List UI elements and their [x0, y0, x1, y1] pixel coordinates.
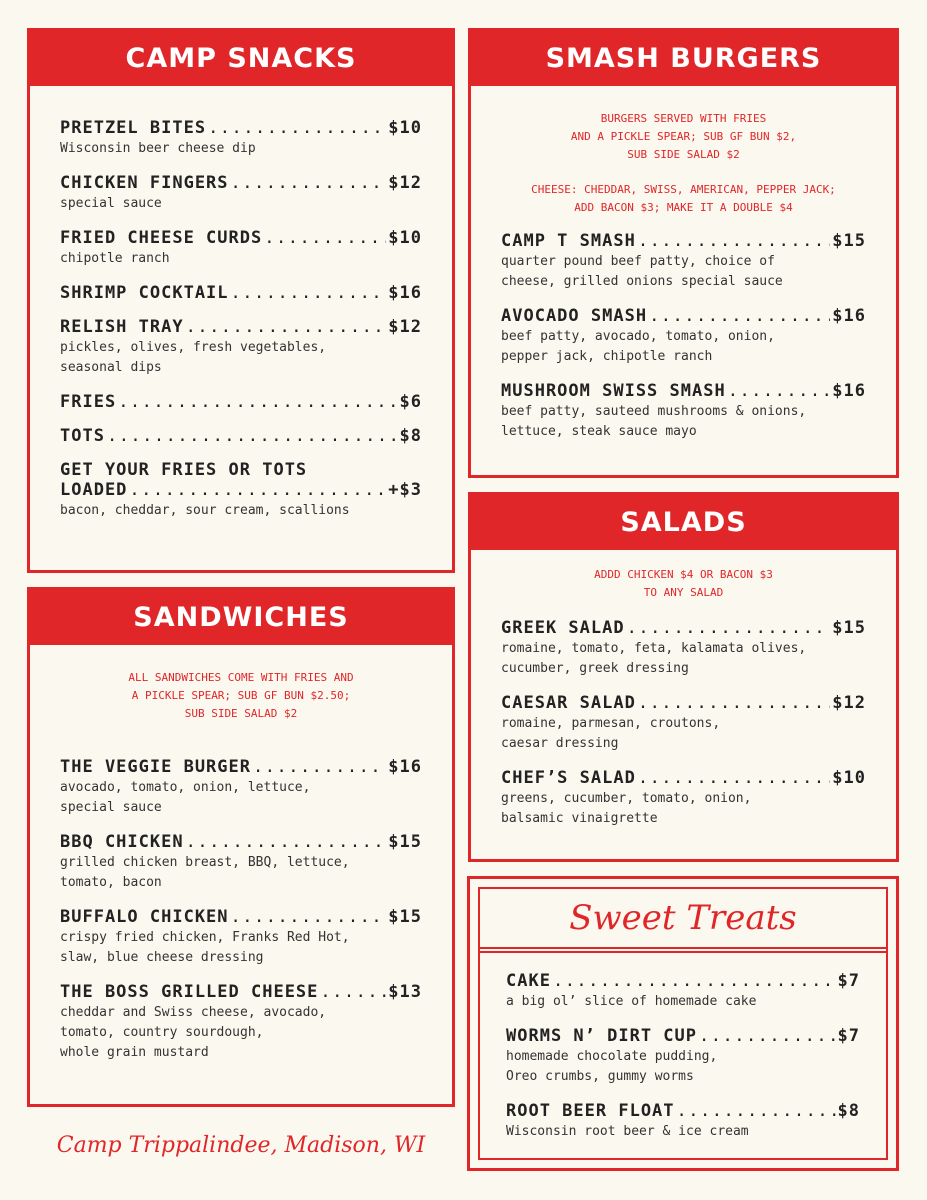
- item-name: CAMP T SMASH: [501, 231, 636, 251]
- menu-item-veggie-burger: [60, 757, 422, 818]
- item-desc: Wisconsin root beer & ice cream: [506, 1124, 749, 1139]
- item-desc: grilled chicken breast, BBQ, lettuce, tomato, bacon: [60, 855, 350, 890]
- item-price: $13: [388, 982, 422, 1002]
- sandwiches-panel: [27, 587, 455, 1107]
- item-desc: special sauce: [60, 196, 162, 211]
- menu-item-mushroom-swiss-smash: [501, 381, 866, 442]
- item-price: $15: [832, 618, 866, 638]
- menu-item-shrimp-cocktail: [60, 283, 422, 303]
- item-price: $8: [837, 1101, 860, 1121]
- menu-item-buffalo-chicken: [60, 907, 422, 968]
- item-name: CAKE: [506, 971, 551, 991]
- sweet-treats-panel: [467, 876, 899, 1171]
- item-name-line2: LOADED: [60, 480, 128, 500]
- sweet-treats-title: Sweet Treats: [569, 898, 797, 938]
- item-price: $16: [832, 381, 866, 401]
- camp-snacks-title: CAMP SNACKS: [125, 43, 357, 74]
- smash-burgers-list: [471, 86, 896, 442]
- item-name: THE BOSS GRILLED CHEESE: [60, 982, 319, 1002]
- item-name-line1: GET YOUR FRIES OR TOTS: [60, 460, 308, 480]
- item-name: TOTS: [60, 426, 105, 446]
- item-price: +$3: [388, 480, 422, 500]
- item-name: PRETZEL BITES: [60, 118, 207, 138]
- menu-item-pretzel-bites: [60, 118, 422, 159]
- menu-item-cake: [506, 971, 860, 1012]
- item-desc: Wisconsin beer cheese dip: [60, 141, 256, 156]
- item-price: $8: [399, 426, 422, 446]
- item-price: $12: [832, 693, 866, 713]
- item-name: ROOT BEER FLOAT: [506, 1101, 675, 1121]
- salads-panel: [468, 492, 899, 862]
- menu-item-fried-cheese-curds: [60, 228, 422, 269]
- camp-snacks-list: [30, 86, 452, 521]
- item-desc: beef patty, avocado, tomato, onion, pepper jack, chipotle ranch: [501, 329, 775, 364]
- item-name: BBQ CHICKEN: [60, 832, 184, 852]
- menu-item-chefs-salad: [501, 768, 866, 829]
- smash-burgers-note: BURGERS SERVED WITH FRIES AND A PICKLE SPEAR; SUB GF BUN $2, SUB SIDE SALAD $2: [570, 112, 797, 161]
- item-name: AVOCADO SMASH: [501, 306, 648, 326]
- item-name: WORMS N’ DIRT CUP: [506, 1026, 697, 1046]
- item-price: $15: [388, 832, 422, 852]
- item-price: $16: [388, 757, 422, 777]
- item-desc: homemade chocolate pudding, Oreo crumbs, gummy worms: [506, 1049, 718, 1084]
- menu-item-bbq-chicken: [60, 832, 422, 893]
- item-name: CAESAR SALAD: [501, 693, 636, 713]
- item-price: $15: [832, 231, 866, 251]
- sweet-treats-header: [480, 889, 886, 949]
- item-name: CHEF’S SALAD: [501, 768, 636, 788]
- item-desc: a big ol’ slice of homemade cake: [506, 994, 757, 1009]
- menu-item-fries: [60, 392, 422, 412]
- salads-title: SALADS: [620, 507, 747, 538]
- sweet-treats-inner-border: [478, 887, 888, 1160]
- item-price: $16: [832, 306, 866, 326]
- item-desc: bacon, cheddar, sour cream, scallions: [60, 503, 350, 518]
- menu-item-loaded: [60, 460, 422, 521]
- camp-snacks-header: [30, 31, 452, 86]
- item-desc: romaine, tomato, feta, kalamata olives, cucumber, greek dressing: [501, 641, 807, 676]
- item-desc: pickles, olives, fresh vegetables, seasonal dips: [60, 340, 327, 375]
- item-desc: greens, cucumber, tomato, onion, balsamic vinaigrette: [501, 791, 752, 826]
- sweet-treats-list: [480, 953, 886, 1142]
- item-price: $12: [388, 317, 422, 337]
- sandwiches-note: ALL SANDWICHES COME WITH FRIES AND A PICKLE SPEAR; SUB GF BUN $2.50; SUB SIDE SALAD $2: [128, 671, 354, 720]
- item-name: FRIED CHEESE CURDS: [60, 228, 263, 248]
- item-name: FRIES: [60, 392, 117, 412]
- item-name: THE VEGGIE BURGER: [60, 757, 251, 777]
- menu-item-worms-n-dirt-cup: [506, 1026, 860, 1087]
- salads-header: [471, 495, 896, 550]
- item-name: CHICKEN FINGERS: [60, 173, 229, 193]
- item-desc: cheddar and Swiss cheese, avocado, tomato, country sourdough, whole grain mustard: [60, 1005, 327, 1060]
- menu-item-chicken-fingers: [60, 173, 422, 214]
- camp-snacks-panel: [27, 28, 455, 573]
- menu-item-boss-grilled-cheese: [60, 982, 422, 1063]
- item-desc: romaine, parmesan, croutons, caesar dressing: [501, 716, 721, 751]
- item-price: $10: [388, 118, 422, 138]
- smash-burgers-panel: [468, 28, 899, 478]
- menu-item-root-beer-float: [506, 1101, 860, 1142]
- menu-item-greek-salad: [501, 618, 866, 679]
- item-price: $7: [837, 971, 860, 991]
- item-name: RELISH TRAY: [60, 317, 184, 337]
- item-desc: crispy fried chicken, Franks Red Hot, slaw, blue cheese dressing: [60, 930, 350, 965]
- menu-item-camp-t-smash: [501, 231, 866, 292]
- item-name: GREEK SALAD: [501, 618, 625, 638]
- smash-burgers-header: [471, 31, 896, 86]
- item-price: $10: [388, 228, 422, 248]
- menu-item-caesar-salad: [501, 693, 866, 754]
- item-name: BUFFALO CHICKEN: [60, 907, 229, 927]
- item-price: $10: [832, 768, 866, 788]
- menu-item-avocado-smash: [501, 306, 866, 367]
- menu-item-tots: [60, 426, 422, 446]
- sandwiches-title: SANDWICHES: [133, 602, 349, 633]
- salads-list: [471, 550, 896, 829]
- item-price: $15: [388, 907, 422, 927]
- item-name: MUSHROOM SWISS SMASH: [501, 381, 726, 401]
- item-price: $7: [837, 1026, 860, 1046]
- footer-location: Camp Trippalindee, Madison, WI: [56, 1133, 426, 1158]
- salads-note: ADDD CHICKEN $4 OR BACON $3 TO ANY SALAD: [594, 568, 773, 599]
- sandwiches-list: [30, 645, 452, 1063]
- item-price: $16: [388, 283, 422, 303]
- item-price: $6: [399, 392, 422, 412]
- item-name: SHRIMP COCKTAIL: [60, 283, 229, 303]
- item-desc: avocado, tomato, onion, lettuce, special sauce: [60, 780, 311, 815]
- sandwiches-header: [30, 590, 452, 645]
- item-desc: beef patty, sauteed mushrooms & onions, lettuce, steak sauce mayo: [501, 404, 807, 439]
- menu-item-relish-tray: [60, 317, 422, 378]
- item-desc: quarter pound beef patty, choice of cheese, grilled onions special sauce: [501, 254, 783, 289]
- item-desc: chipotle ranch: [60, 251, 170, 266]
- item-price: $12: [388, 173, 422, 193]
- cheese-options-note: CHEESE: CHEDDAR, SWISS, AMERICAN, PEPPER JACK; ADD BACON $3; MAKE IT A DOUBLE $4: [531, 183, 836, 214]
- smash-burgers-title: SMASH BURGERS: [545, 43, 822, 74]
